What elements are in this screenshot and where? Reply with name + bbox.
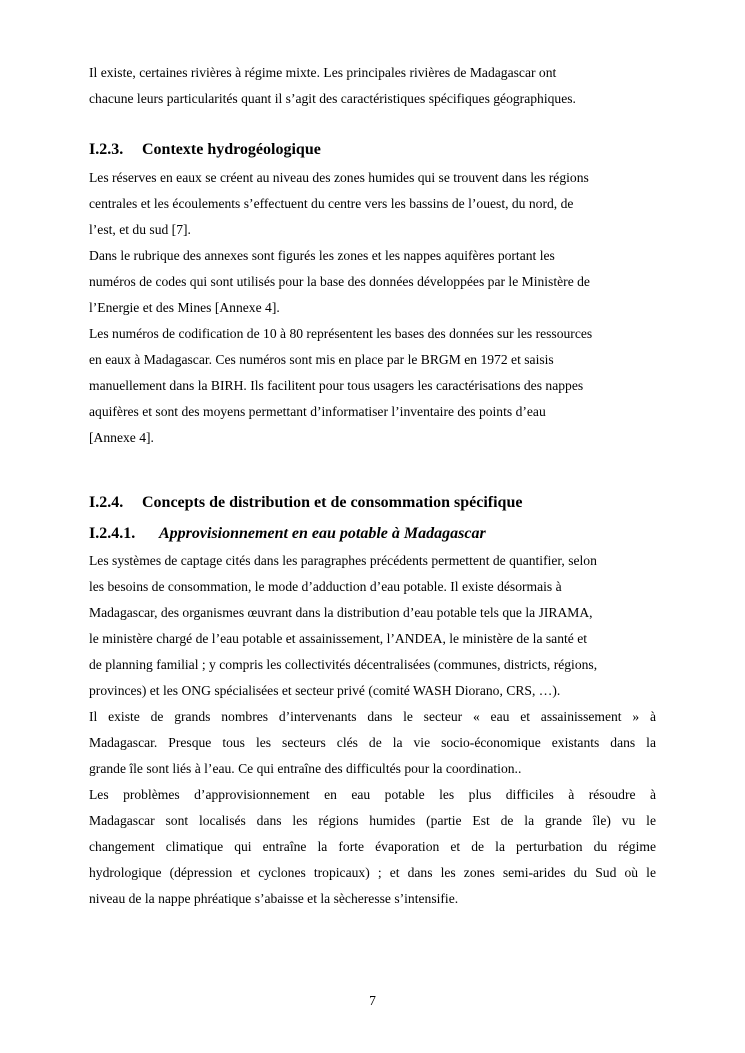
section-i-2-4-1-body bbox=[89, 548, 656, 912]
text-line: l’est, et du sud [7]. bbox=[89, 222, 191, 237]
text-line: le ministère chargé de l’eau potable et assainissement, l’ANDEA, le ministère de la santé et bbox=[89, 631, 588, 646]
text-line: Madagascar, des organismes œuvrant dans la distribution d’eau potable tels que la JIRAMA, bbox=[89, 605, 593, 620]
text-line: aquifères et sont des moyens permettant d’informatiser l’inventaire des points d’eau bbox=[89, 404, 546, 419]
section-i-2-3-body bbox=[89, 165, 656, 451]
text-line: niveau de la nappe phréatique s’abaisse et la sècheresse s’intensifie. bbox=[89, 891, 459, 906]
section-number: I.2.4.1. bbox=[89, 525, 136, 542]
text-line: Les numéros de codification de 10 à 80 représentent les bases des données sur les ressources bbox=[89, 326, 593, 341]
text-line: Madagascar. Presque tous les secteurs clés de la vie socio-économique existants dans la bbox=[89, 735, 656, 750]
text-line: hydrologique (dépression et cyclones tropicaux) ; et dans les zones semi-arides du Sud où le bbox=[89, 865, 656, 880]
text-line: provinces) et les ONG spécialisées et secteur privé (comité WASH Diorano, CRS, …). bbox=[89, 683, 561, 698]
text-line: Il existe, certaines rivières à régime mixte. Les principales rivières de Madagascar ont bbox=[89, 65, 557, 80]
text-line: Dans le rubrique des annexes sont figurés les zones et les nappes aquifères portant les bbox=[89, 248, 555, 263]
text-line: de planning familial ; y compris les collectivités décentralisées (communes, districts, régions, bbox=[89, 657, 598, 672]
text-line: Il existe de grands nombres d’intervenants dans le secteur « eau et assainissement » à bbox=[89, 709, 656, 724]
text-line: l’Energie et des Mines [Annexe 4]. bbox=[89, 300, 280, 315]
text-line: chacune leurs particularités quant il s’agit des caractéristiques spécifiques géographiques. bbox=[89, 91, 576, 106]
text-line: Les réserves en eaux se créent au niveau des zones humides qui se trouvent dans les régions bbox=[89, 170, 589, 185]
section-number: I.2.4. bbox=[89, 494, 124, 511]
text-line: Les problèmes d’approvisionnement en eau potable les plus difficiles à résoudre à bbox=[89, 787, 656, 802]
section-heading-i-2-4 bbox=[89, 491, 656, 515]
text-line: en eaux à Madagascar. Ces numéros sont mis en place par le BRGM en 1972 et saisis bbox=[89, 352, 554, 367]
section-title: Approvisionnement en eau potable à Madagascar bbox=[159, 525, 486, 542]
text-line: manuellement dans la BIRH. Ils facilitent pour tous usagers les caractérisations des nappes bbox=[89, 378, 584, 393]
text-line: changement climatique qui entraîne la forte évaporation et de la perturbation du régime bbox=[89, 839, 656, 854]
section-title: Contexte hydrogéologique bbox=[142, 141, 321, 158]
text-line: numéros de codes qui sont utilisés pour la base des données développées par le Ministère de bbox=[89, 274, 590, 289]
section-title: Concepts de distribution et de consommation spécifique bbox=[142, 494, 523, 511]
text-line: [Annexe 4]. bbox=[89, 430, 154, 445]
text-line: centrales et les écoulements s’effectuent du centre vers les bassins de l’ouest, du nord, de bbox=[89, 196, 574, 211]
text-line: Madagascar sont localisés dans les régions humides (partie Est de la grande île) vu le bbox=[89, 813, 656, 828]
section-number: I.2.3. bbox=[89, 141, 124, 158]
text-line: Les systèmes de captage cités dans les paragraphes précédents permettent de quantifier, selon bbox=[89, 553, 597, 568]
intro-paragraph bbox=[89, 60, 656, 112]
text-line: grande île sont liés à l’eau. Ce qui entraîne des difficultés pour la coordination.. bbox=[89, 761, 522, 776]
page-number: 7 bbox=[369, 993, 376, 1008]
section-heading-i-2-4-1 bbox=[89, 522, 656, 546]
section-heading-i-2-3 bbox=[89, 138, 656, 162]
text-line: les besoins de consommation, le mode d’adduction d’eau potable. Il existe désormais à bbox=[89, 579, 562, 594]
